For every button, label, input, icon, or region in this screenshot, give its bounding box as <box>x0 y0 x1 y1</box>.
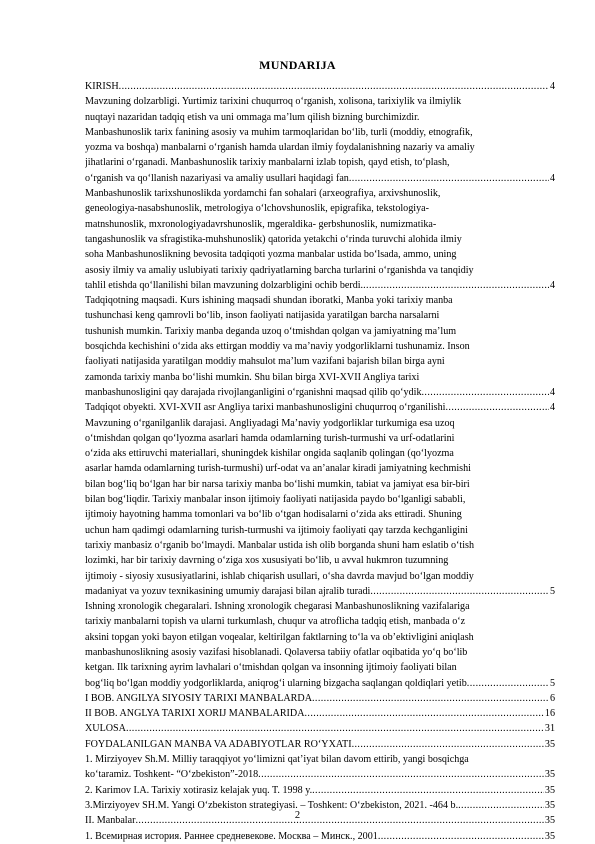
toc-text-line <box>85 645 555 660</box>
toc-text-line <box>85 324 555 339</box>
toc-text-line <box>85 446 555 461</box>
toc-text-line <box>85 339 555 354</box>
toc-entry-text: asosiy ilmiy va amaliy uslubiyati tarixiy qadriyatlarning barcha turlarini o‘rganishda va tanqidiy <box>85 264 474 276</box>
toc-text-line <box>85 614 555 629</box>
dot-leader <box>312 783 544 798</box>
toc-entry-text: XULOSA <box>85 723 126 735</box>
toc-entry <box>85 278 555 293</box>
toc-text-line <box>85 461 555 476</box>
toc-entry-text: yozma va boshqa) manbalarni o‘rganish hamda ulardan ilmiy foydalanishning nazariy va amaliy <box>85 142 475 154</box>
toc-text-line <box>85 370 555 385</box>
toc-text-line <box>85 523 555 538</box>
toc-entry-text: 1. Mirziyoyev Sh.M. Milliy taraqqiyot yo‘limizni qat’iyat bilan davom ettirib, yangi bosqichga <box>85 754 469 766</box>
toc-text-line <box>85 569 555 584</box>
toc-entry-text: ijtimoiy - siyosiy xususiyatlarini, ishlab chiqarish usullari, o‘sha davrda mavjud bo‘lgan moddiy <box>85 570 474 582</box>
toc-text-line <box>85 293 555 308</box>
toc-entry-text: Ishning xronologik chegaralari. Ishning xronologik chegarasi Manbashunoslikning vazifalariga <box>85 601 470 613</box>
toc-entry-text: faoliyati natijasida yaratilgan moddiy mahsulot ma’lum vazifani bajarish bilan birga ayni <box>85 356 445 368</box>
toc-entry-text: FOYDALANILGAN MANBA VA ADABIYOTLAR RO‘YXATI <box>85 738 352 750</box>
toc-entry-text: II BOB. ANGLYA TARIXI XORIJ MANBALARIDA <box>85 708 305 720</box>
toc-entry-text: bilan bog‘liqdir. Tarixiy manbalar inson ijtimoiy faoliyati natijasida paydo bo‘lganligi sababli, <box>85 494 466 506</box>
toc-entry-text: Tadqiqot obyekti. XVI-XVII asr Angliya tarixi manbashunosligini chuqurroq o‘rganilishi <box>85 402 446 414</box>
toc-page-number: 4 <box>549 279 555 291</box>
dot-leader <box>370 584 549 599</box>
toc-entry <box>85 706 555 721</box>
toc-page-number: 6 <box>549 692 555 704</box>
toc-entry-text: tarixiy manbasiz o‘rganib bo‘lmaydi. Manbalar ustida ish olib borganda shuni ham eslatib o‘tish <box>85 539 475 551</box>
toc-page-number: 4 <box>549 386 555 398</box>
toc-entry-text: o‘rganish va qo‘llanish nazariyasi va amaliy usullari haqidagi fan <box>85 172 349 184</box>
page-title: MUNDARIJA <box>259 58 336 72</box>
toc-text-line <box>85 186 555 201</box>
toc-entry-text: Tadqiqotning maqsadi. Kurs ishining maqsadi shundan iboratki, Manba yoki tarixiy manba <box>85 295 453 307</box>
toc-entry <box>85 737 555 752</box>
toc-text-line <box>85 217 555 232</box>
toc-text-line <box>85 354 555 369</box>
toc-text-line <box>85 308 555 323</box>
page-number: 2 <box>294 810 301 821</box>
toc-entry-text: Mavzuning dolzarbligi. Yurtimiz tarixini chuqurroq o‘rganish, xolisona, tarixiylik va ilmiylik <box>85 96 462 108</box>
toc-text-line <box>85 431 555 446</box>
toc-entry <box>85 584 555 599</box>
toc-page-number: 35 <box>544 784 555 796</box>
dot-leader <box>119 79 549 94</box>
toc-entry-text: bog‘liq bo‘lgan moddiy yodgorliklarda, aniqrog‘i ularning bizgacha saqlangan qoldiqlari yetib <box>85 677 467 689</box>
toc-entry-text: 1. Всемирная история. Раннее средневекове. Москва – Минск., 2001 <box>85 830 378 842</box>
toc-text-line <box>85 416 555 431</box>
dot-leader <box>126 721 544 736</box>
toc-text-line <box>85 477 555 492</box>
toc-entry <box>85 767 555 782</box>
toc-page-number: 5 <box>549 585 555 597</box>
toc-entry-text: tushunish mumkin. Tarixiy manba deganda uzoq o‘tmishdan qolgan va jamiyatning ma’lum <box>85 325 457 337</box>
toc-text-line <box>85 553 555 568</box>
toc-text-line <box>85 538 555 553</box>
toc-entry <box>85 385 555 400</box>
toc-text-line <box>85 752 555 767</box>
toc-entry-text: tushunchasi keng qamrovli bo‘lib, inson faoliyati natijasida yaratilgan barcha narsalarni <box>85 310 440 322</box>
toc-page-number: 5 <box>549 677 555 689</box>
toc-entry-text: Mavzuning o‘rganilganlik darajasi. Angliyadagi Ma’naviy yodgorliklar turkumiga esa uzoq <box>85 417 455 429</box>
toc-page-number: 35 <box>544 830 555 842</box>
toc-text-line <box>85 125 555 140</box>
dot-leader <box>363 278 549 293</box>
toc-entry <box>85 79 555 94</box>
toc-entry-text: tangashunoslik va sfragistika-muhshunoslik) qatorida yetakchi o‘rinda turuvchi alohida ilmiy <box>85 233 462 245</box>
toc-text-line <box>85 507 555 522</box>
toc-entry-text: zamonda tarixiy manba bo‘lishi mumkin. Shu bilan birga XVI-XVII Angliya tarixi <box>85 371 420 383</box>
toc-entry-text: nuqtayi nazaridan tadqiq etish va uni ommaga ma’lum qilish bizning burchimizdir. <box>85 111 420 123</box>
toc-text-line <box>85 492 555 507</box>
toc-entry-text: soha Manbashunoslikning bevosita tadqiqoti yozma manbalar ustida bo‘lsada, ammo, uning <box>85 249 457 261</box>
dot-leader <box>422 385 549 400</box>
toc-entry-text: I BOB. ANGILYA SIYOSIY TARIXI MANBALARDA <box>85 692 312 704</box>
toc-page-number: 16 <box>544 708 555 720</box>
toc-entry-text: tahlil etishda qo‘llanilishi bilan mavzuning dolzarbligini ochib berdi. <box>85 279 364 291</box>
toc-entry-text: bosqichda kechishini o‘zida aks ettirgan moddiy va ma’naviy yodgorliklarni tushunamiz. Inson <box>85 341 470 353</box>
dot-leader <box>305 706 544 721</box>
toc-entry-text: jihatlarini o‘rganadi. Manbashunoslik tarixiy manbalarni izlab topish, qayd etish, to‘plash, <box>85 157 450 169</box>
toc-entry-text: ijtimoiy hayotning hamma tomonlari va bo‘lib o‘tgan hodisalarni o‘zida aks ettiradi. Shuning <box>85 509 462 521</box>
toc-text-line <box>85 201 555 216</box>
toc-entry-text: manbashunosligini qay darajada rivojlanganligini o‘rganishni maqsad qilib qo‘ydik <box>85 386 422 398</box>
toc-entry-text: Manbashunoslik tarixshunoslikda yordamchi fan sohalari (arxeografiya, arxivshunoslik, <box>85 188 441 200</box>
dot-leader <box>352 737 544 752</box>
toc-text-line <box>85 599 555 614</box>
toc-entry-text: geneologiya-nasabshunoslik, metrologiya o‘lchovshunoslik, epigrafika, tekstologiya- <box>85 203 429 215</box>
toc-text-line <box>85 94 555 109</box>
toc-entry-text: KIRISH <box>85 81 119 92</box>
toc-text-line <box>85 140 555 155</box>
toc-text-line <box>85 660 555 675</box>
toc-entry-text: 2. Karimov I.A. Tarixiy xotirasiz kelajak yuq. T. 1998 y. <box>85 784 313 796</box>
toc-text-line <box>85 630 555 645</box>
dot-leader <box>312 691 549 706</box>
toc-entry-text: lozimki, har bir tarixiy davrning o‘ziga xos xususiyati bo‘lib, u avval hukmron tuzumning <box>85 555 449 567</box>
dot-leader <box>445 400 548 415</box>
toc-text-line <box>85 110 555 125</box>
toc-entry-text: ketgan. Ilk tarixning ayrim lavhalari o‘tmishdan qolgan va insonning ijtimoiy faoliyati bilan <box>85 662 457 674</box>
toc-entry <box>85 783 555 798</box>
toc-text-line <box>85 263 555 278</box>
toc-entry-text: o‘tmishdan qolgan qo‘lyozma asarlari hamda odamlarning turish-turmushi va urf-odatlarini <box>85 432 455 444</box>
dot-leader <box>349 171 549 186</box>
toc-entry-text: 3.Mirziyoyev SH.M. Yangi O‘zbekiston strategiyasi. – Toshkent: O‘zbekiston, 2021. -464 b. <box>85 799 459 811</box>
toc-entry <box>85 676 555 691</box>
toc-entry-text: manbashunoslikning asosiy vazifasi hisoblanadi. Qolaversa tabiiy ofatlar oqibatida yo‘q bo‘lib <box>85 646 468 658</box>
toc-page-number: 31 <box>544 723 555 735</box>
toc-entry-text: ko‘taramiz. Toshkent- “O‘zbekiston”-2018 <box>85 769 259 781</box>
toc-entry-text: tarixiy manbalarni topish va ularni turkumlash, chuqur va atroflicha tadqiq etish, manbada o‘z <box>85 616 466 628</box>
dot-leader <box>467 676 549 691</box>
toc-entry-text: asarlar hamda odamlarning turish-turmushi) urf-odat va an’analar kiradi jamiyatning kechmishi <box>85 463 471 475</box>
toc-page-number: 35 <box>544 799 555 811</box>
toc-page-number: 4 <box>549 172 555 184</box>
toc-entry-text: madaniyat va yozuv texnikasining umumiy darajasi bilan ajralib turadi <box>85 585 371 597</box>
toc-entry-text: o‘zida aks ettiruvchi materiallari, shuningdek kishilar ongida saqlanib qolingan (qo‘lyozma <box>85 448 454 460</box>
toc-entry-text: matnshunoslik, mxronologiyadavrshunoslik, mgeraldika- gerbshunoslik, numizmatika- <box>85 218 437 230</box>
toc-entry <box>85 721 555 736</box>
toc-text-line <box>85 247 555 262</box>
dot-leader <box>258 767 544 782</box>
toc-page-number: 35 <box>544 815 555 827</box>
toc-entry-text: II. Manbalar <box>85 815 136 827</box>
toc-page-number: 4 <box>549 402 555 414</box>
toc-entry <box>85 171 555 186</box>
toc-page-number: 4 <box>549 81 555 92</box>
toc-entry-text: bilan bog‘liq bo‘lgan har bir narsa tarixiy manba bo‘lishi mumkin, tabiat va jamiyat esa bir-biri <box>85 478 470 490</box>
toc-page-number: 35 <box>544 769 555 781</box>
toc-text-line <box>85 155 555 170</box>
toc-entry-text: uchun ham qadimgi odamlarning turish-turmushi va ijtimoiy faoliyati qay tarzda kechganligini <box>85 524 468 536</box>
toc-entry-text: Manbashunoslik tarix fanining asosiy va muhim tarmoqlaridan bo‘lib, turli (moddiy, etnografik, <box>85 126 473 138</box>
toc-entry <box>85 400 555 415</box>
toc-entry <box>85 691 555 706</box>
toc-entry-text: aksini topgan yoki bayon etilgan voqealar, keltirilgan faktlarning to‘la va ob’ektivligini aniqlash <box>85 631 474 643</box>
toc-text-line <box>85 232 555 247</box>
toc-page-number: 35 <box>544 738 555 750</box>
table-of-contents <box>85 79 555 844</box>
